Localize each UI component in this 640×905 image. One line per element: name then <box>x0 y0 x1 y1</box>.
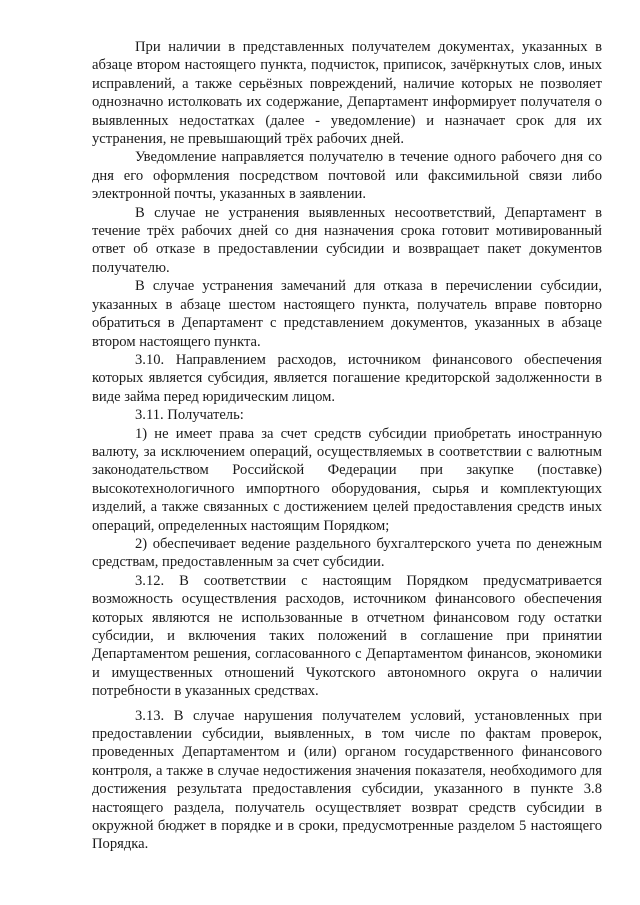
paragraph-resubmission: В случае устранения замечаний для отказа в перечислении субсидии, указанных в абзаце шестом настоящего пункта, получатель вправе повторно обратиться в Департамент с представлением документов, указанных в абзаце втором настоящего пункта. <box>92 278 602 350</box>
list-item-currency-restriction: 1) не имеет права за счет средств субсидии приобретать иностранную валюту, за исключением операций, осуществляемых в соответствии с валютным законодательством Российской Федерации при закупке (поставке) высокотехнологичного импортного оборудования, сырья и комплектующих изделий, а также связанных с достижением целей предоставления средств иных операций, определенных настоящим Порядком; <box>92 425 602 534</box>
paragraph-notification-delivery: Уведомление направляется получателю в течение одного рабочего дня со дня его оформления посредством почтовой или факсимильной связи либо электронной почты, указанных в заявлении. <box>92 149 602 203</box>
paragraph-refusal-response: В случае не устранения выявленных несоответствий, Департамент в течение трёх рабочих дней со дня назначения срока готовит мотивированный ответ об отказе в предоставлении субсидии и возвращает пакет документов получателю. <box>92 204 602 276</box>
paragraph-3-10-expense-direction: 3.10. Направлением расходов, источником финансового обеспечения которых является субсидия, является погашение кредиторской задолженности в виде займа перед юридическим лицом. <box>92 351 602 405</box>
list-item-separate-accounting: 2) обеспечивает ведение раздельного бухгалтерского учета по денежным средствам, предоставленным за счет субсидии. <box>92 535 602 571</box>
paragraph-corrections-notice: При наличии в представленных получателем документах, указанных в абзаце втором настоящего пункта, подчисток, приписок, зачёркнутых слов, иных исправлений, а также серьёзных повреждений, наличие которых не позволяет однозначно истолковать их содержание, Департамент информирует получателя о выявленных недостатках (далее - уведомление) и назначает срок для их устранения, не превышающий трёх рабочих дней. <box>92 39 602 148</box>
paragraph-3-12-unused-balances: 3.12. В соответствии с настоящим Порядком предусматривается возможность осуществления расходов, источником финансового обеспечения которых являются не использованные в отчетном финансовом году остатки субсидии, и включения таких положений в соглашение при принятии Департаментом решения, согласованного с Департаментом финансов, экономики и имущественных отношений Чукотского автономного округа о наличии потребности в указанных средствах. <box>92 572 602 700</box>
paragraph-3-13-refund: 3.13. В случае нарушения получателем условий, установленных при предоставлении субсидии, выявленных, в том числе по фактам проверок, проведенных Департаментом и (или) органом государственного финансового контроля, а также в случае недостижения значения показателя, необходимого для достижения результата предоставления субсидии, указанного в пункте 3.8 настоящего раздела, получатель осуществляет возврат средств субсидии в окружной бюджет в порядке и в сроки, предусмотренные разделом 5 настоящего Порядка. <box>92 707 602 853</box>
paragraph-3-11-recipient: 3.11. Получатель: <box>135 407 244 424</box>
document-page <box>92 38 602 854</box>
